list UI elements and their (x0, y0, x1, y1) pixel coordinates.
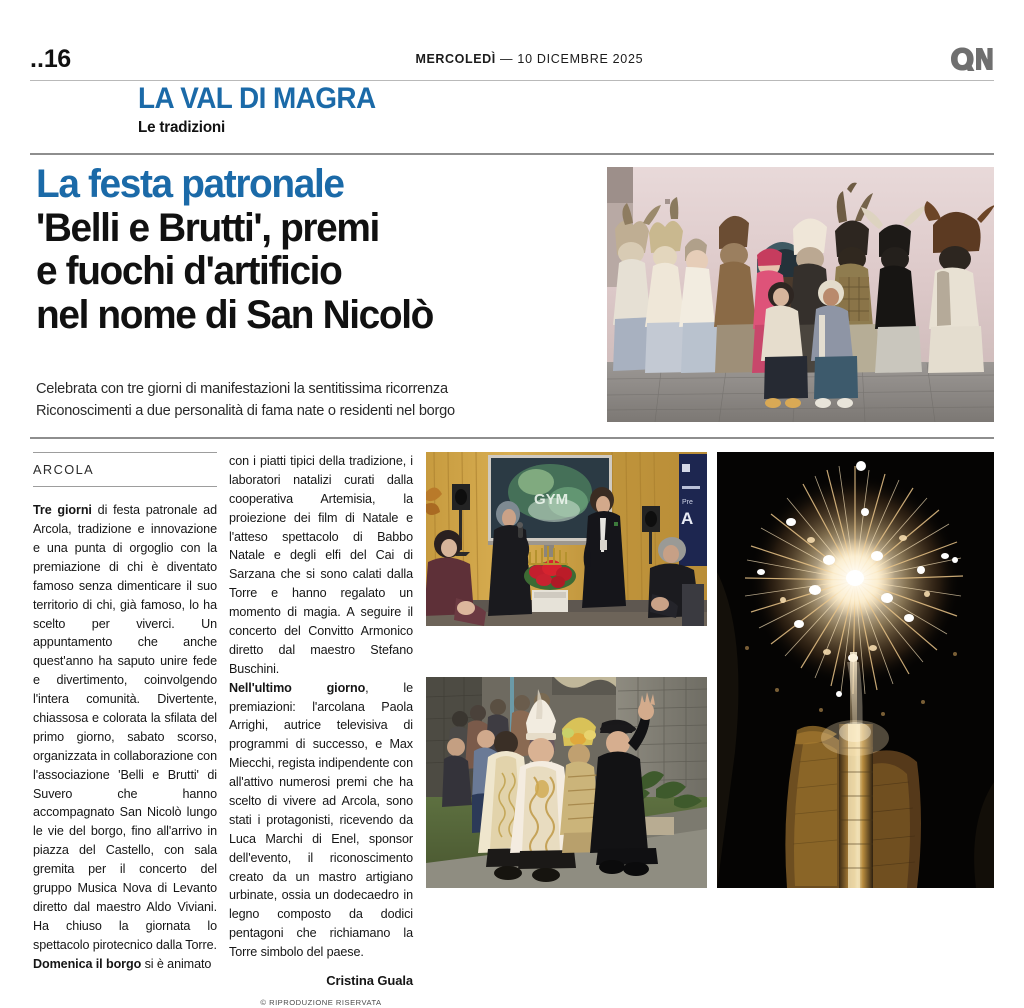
section-header (138, 84, 638, 137)
masthead-divider (30, 80, 994, 81)
headline-top-divider (30, 153, 994, 155)
kicker-rule-bottom (33, 486, 217, 487)
copyright-notice: © RIPRODUZIONE RISERVATA (260, 997, 382, 1007)
kicker-rule-top (33, 452, 217, 453)
standfirst-line-1: Celebrata con tre giorni di manifestazioni la sentitissima ricorrenza (36, 381, 448, 397)
ceremony-photo (426, 452, 707, 626)
dateline-dash: — (500, 52, 514, 66)
page-number-value: 16 (43, 44, 71, 73)
headline-line-1: La festa patronale (36, 162, 344, 206)
article-column-2 (229, 452, 413, 1008)
article-paragraph (33, 955, 217, 974)
svg-text:Pre: Pre (682, 499, 693, 506)
paragraph-body: di festa patronale ad Arcola, tradizione e innovazione e una punta di orgoglio con la premiazione di chi è diventato famoso senza dimenticare il suo territorio di chi, già famoso, lo ha scelto per viverci. Un appuntamento che anche quest'anno ha saputo unire fede e divertimento, coinvolgendo l'intera comunità. Divertente, chiassosa e colorata la sfilata del primo giorno, sabato scorso, organizzata in collaborazione con l'associazione 'Belli e Brutti' di Suvero che hanno accompagnato San Nicolò lungo le vie del borgo, fino all'arrivo in piazza del Castello, con sala gremita per il concerto del gruppo Musica Nova di Levanto diretto dal maestro Aldo Viviani. Ha chiuso la giornata lo spettacolo pirotecnico dalla Torre. (33, 503, 217, 952)
byline: Cristina Guala (326, 973, 413, 989)
page-number (30, 45, 71, 74)
hero-photo (607, 167, 994, 422)
body-top-divider (30, 437, 994, 439)
procession-photo (426, 677, 707, 888)
svg-text:A: A (681, 509, 694, 528)
article-paragraph (229, 679, 413, 962)
headline-line-4: nel nome di San Nicolò (36, 292, 433, 337)
qn-logo-icon (948, 46, 994, 72)
dateline-date: 10 DICEMBRE 2025 (517, 52, 644, 66)
article-column-1 (33, 452, 217, 973)
article-kicker: ARCOLA (33, 462, 95, 477)
standfirst-line-2: Riconoscimenti a due personalità di fama nate o residenti nel borgo (36, 403, 455, 420)
paragraph-body: si è animato (141, 956, 212, 971)
article-paragraph (33, 501, 217, 954)
headline-line-3: e fuochi d'artificio (36, 249, 342, 294)
page-title (36, 163, 575, 337)
fireworks-photo (717, 452, 994, 888)
paragraph-lead-in: Tre giorni (33, 503, 92, 518)
paragraph-lead-in: Nell'ultimo giorno (229, 680, 366, 695)
masthead (30, 42, 994, 76)
standfirst (36, 378, 592, 422)
headline-block (36, 163, 592, 337)
paragraph-body: , le premiazioni: l'arcolana Paola Arrighi, autrice televisiva di programmi di successo, e Max Miecchi, regista indipendente con all'attivo numerosi premi che ha scelto di vivere ad Arcola, sono stati i protagonisti, ricevendo da Luca Marchi di Enel, sponsor dell'evento, il riconoscimento creato da un mastro artigiano urbinate, ossia un dodecaedro in legno composto da dodici pentagoni che richiamano la Torre simbolo del paese. (229, 680, 413, 960)
headline-line-2: 'Belli e Brutti', premi (36, 205, 379, 250)
page-number-dots: .. (30, 44, 44, 73)
article-paragraph: con i piatti tipici della tradizione, i laboratori natalizi curati dalla cooperativa Artemisia, la proiezione dei film di Natale e l'atteso spettacolo di Babbo Natale e degli elfi del Cai di Sarzana che si sono calati dalla Torre e hanno regalato un momento di magia. A seguire il concerto del Convitto Armonico diretto dal maestro Stefano Buschini. (229, 454, 413, 676)
kicker-block (33, 452, 217, 487)
dateline (111, 52, 948, 66)
section-subtitle: Le tradizioni (138, 118, 226, 136)
paragraph-lead-in: Domenica il borgo (33, 956, 142, 971)
svg-text:GYM: GYM (534, 491, 569, 508)
section-title: LA VAL DI MAGRA (138, 82, 376, 115)
dateline-day: MERCOLEDÌ (415, 52, 496, 66)
